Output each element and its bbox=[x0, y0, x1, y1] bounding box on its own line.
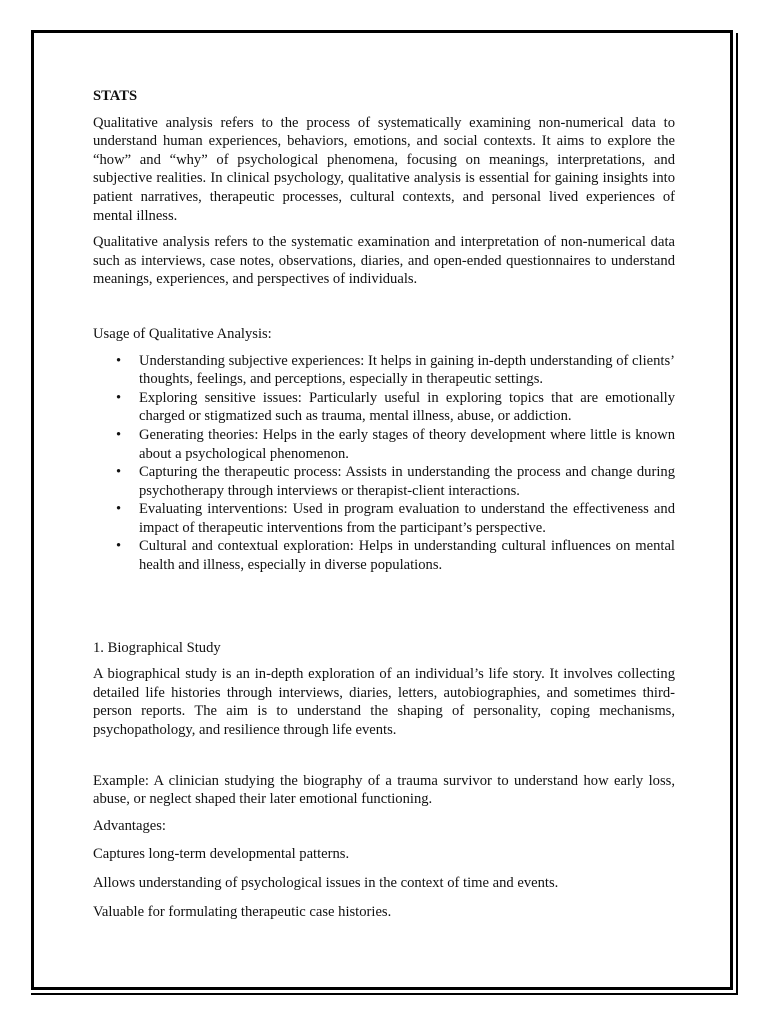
list-item-text: Generating theories: Helps in the early stages of theory development where little is known about a psychological phenomenon. bbox=[139, 426, 675, 462]
list-item bbox=[93, 463, 675, 500]
bullet-icon: • bbox=[116, 501, 122, 518]
bullet-icon: • bbox=[116, 464, 122, 481]
bullet-icon: • bbox=[116, 352, 122, 369]
list-item-text: Exploring sensitive issues: Particularly useful in exploring topics that are emotionally charged or stigmatized such as trauma, mental illness, abuse, or addiction. bbox=[139, 389, 675, 425]
intro-paragraph: Qualitative analysis refers to the process of systematically examining non-numerical data to understand human experiences, behaviors, emotions, and social contexts. It aims to explore the “how” and “why” of psychological phenomena, focusing on meanings, interpretations, and subjective realities. In clinical psychology, qualitative analysis is essential for gaining insights into patient narratives, therapeutic processes, cultural contexts, and personal lived experiences of mental illness. bbox=[93, 114, 675, 224]
list-item-text: Understanding subjective experiences: It helps in gaining in-depth understanding of clients’ thoughts, feelings, and perceptions, especially in therapeutic settings. bbox=[139, 352, 675, 388]
list-item bbox=[93, 537, 675, 574]
list-item-text: Capturing the therapeutic process: Assists in understanding the process and change during psychotherapy through interviews or therapist-client interactions. bbox=[139, 464, 675, 499]
advantage-item: Valuable for formulating therapeutic case histories. bbox=[93, 903, 392, 920]
list-item bbox=[93, 500, 675, 537]
bullet-icon: • bbox=[116, 538, 122, 555]
advantage-item: Captures long-term developmental patterns. bbox=[93, 846, 350, 863]
list-item bbox=[93, 426, 675, 463]
list-item bbox=[93, 352, 675, 389]
list-item-text: Evaluating interventions: Used in program evaluation to understand the effectiveness and impact of therapeutic interventions from the participant’s perspective. bbox=[139, 501, 675, 536]
intro-paragraph: Qualitative analysis refers to the systematic examination and interpretation of non-numerical data such as interviews, case notes, observations, diaries, and open-ended questionnaires to understand meanings, experiences, and perspectives of individuals. bbox=[93, 234, 675, 288]
spacer bbox=[93, 748, 675, 772]
usage-heading: Usage of Qualitative Analysis: bbox=[93, 325, 272, 342]
document-title: STATS bbox=[93, 88, 138, 104]
spacer bbox=[93, 575, 675, 639]
list-item-text: Cultural and contextual exploration: Helps in understanding cultural influences on mental health and illness, especially in diverse populations. bbox=[139, 538, 675, 574]
bullet-icon: • bbox=[116, 389, 122, 406]
biographical-description: A biographical study is an in-depth exploration of an individual’s life story. It involves collecting detailed life histories through interviews, diaries, letters, autobiographies, and sometimes third-person reports. The aim is to understand the shaping of personality, coping mechanisms, psychopathology, and resilience through life events. bbox=[93, 666, 675, 739]
page-border-shadow-bottom bbox=[31, 993, 736, 995]
advantages-label: Advantages: bbox=[93, 817, 166, 834]
bullet-icon: • bbox=[116, 426, 122, 443]
document-content bbox=[93, 87, 675, 929]
biographical-heading: 1. Biographical Study bbox=[93, 639, 221, 656]
biographical-example: Example: A clinician studying the biography of a trauma survivor to understand how early loss, abuse, or neglect shaped their later emotional functioning. bbox=[93, 772, 675, 808]
spacer bbox=[93, 297, 675, 325]
page-border-shadow-right bbox=[736, 33, 738, 995]
advantage-item: Allows understanding of psychological issues in the context of time and events. bbox=[93, 875, 559, 891]
usage-list bbox=[93, 352, 675, 575]
list-item bbox=[93, 389, 675, 426]
